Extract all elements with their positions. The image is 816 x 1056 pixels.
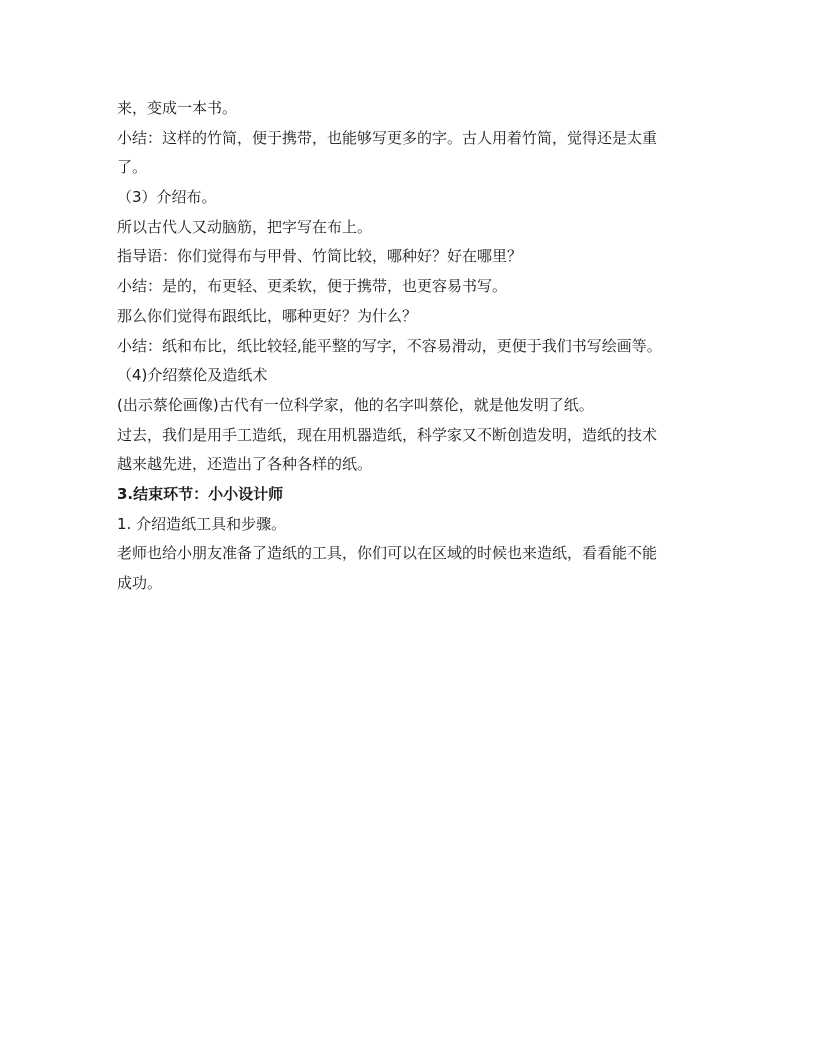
section-heading: 3.结束环节：小小设计师 [117,484,284,503]
paragraph-line: 小结：纸和布比，纸比较轻,能平整的写字，不容易滑动，更便于我们书写绘画等。 [117,336,662,355]
paragraph-line: （3）介绍布。 [117,188,217,207]
paragraph-line: 老师也给小朋友准备了造纸的工具，你们可以在区域的时候也来造纸，看看能不能 [117,544,658,563]
paragraph-line: 来，变成一本书。 [117,99,238,117]
paragraph-line: 了。 [117,158,148,177]
paragraph-line: (出示蔡伦画像)古代有一位科学家，他的名字叫蔡伦，就是他发明了纸。 [117,395,594,414]
paragraph-line: 指导语：你们觉得布与甲骨、竹简比较，哪种好？好在哪里？ [117,247,523,266]
paragraph-line: 过去，我们是用手工造纸，现在用机器造纸，科学家又不断创造发明，造纸的技术 [117,425,658,444]
paragraph-line: 小结：是的，布更轻、更柔软，便于携带，也更容易书写。 [117,277,508,296]
paragraph-line: 越来越先进，还造出了各种各样的纸。 [117,455,373,474]
paragraph-line: （4)介绍蔡伦及造纸术 [117,366,268,385]
paragraph-line: 小结：这样的竹简，便于携带，也能够写更多的字。古人用着竹简，觉得还是太重 [117,128,658,147]
paragraph-line: 所以古代人又动脑筋，把字写在布上。 [117,217,373,236]
document-body [117,94,707,599]
paragraph-line: 那么你们觉得布跟纸比，哪种更好？为什么？ [117,306,418,325]
paragraph-line: 1. 介绍造纸工具和步骤。 [117,514,287,533]
paragraph-line: 成功。 [117,574,163,592]
